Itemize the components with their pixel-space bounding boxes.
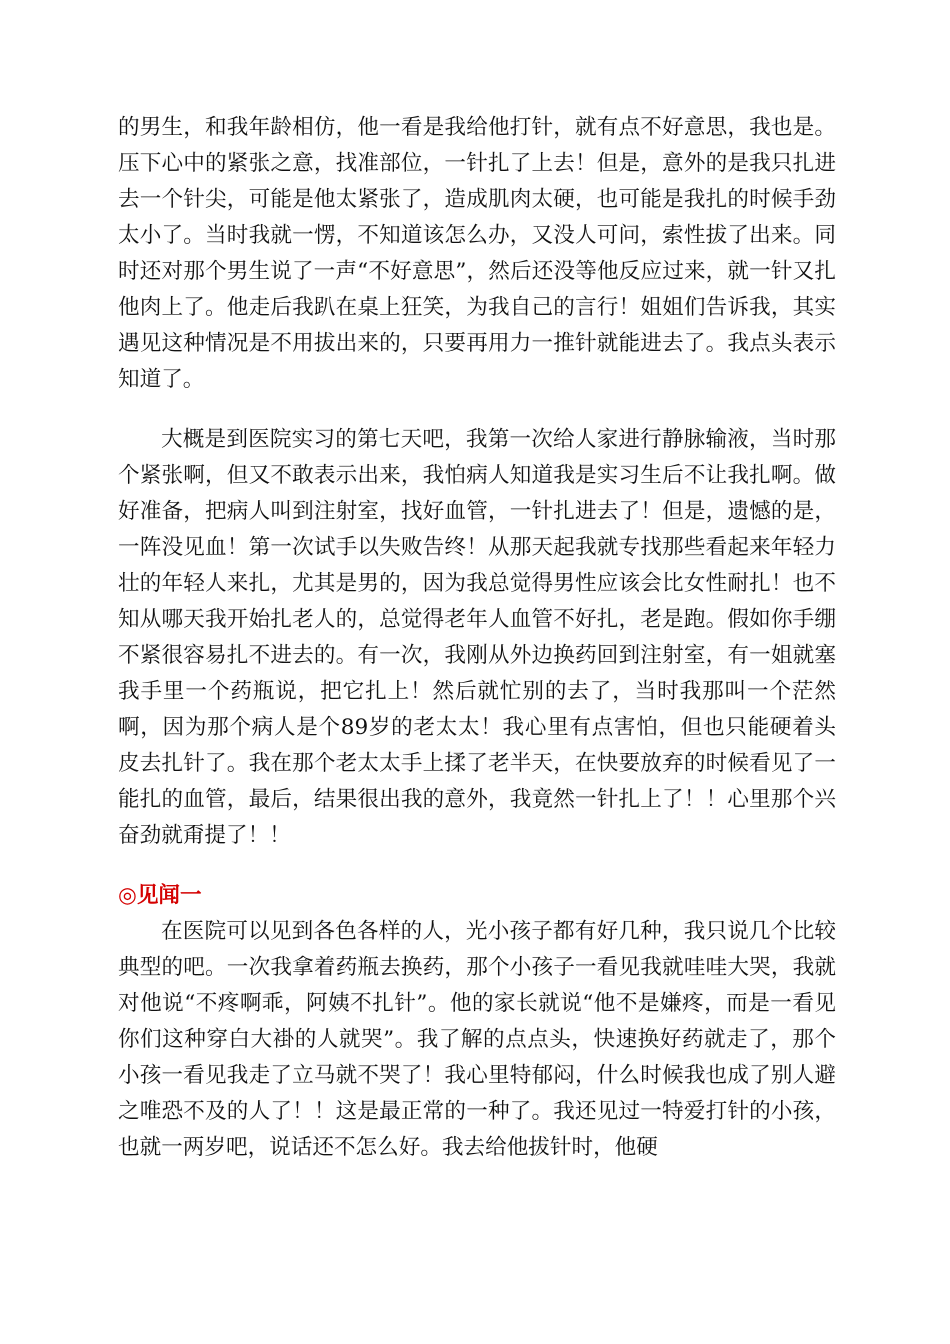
paragraph-observations: 在医院可以见到各色各样的人，光小孩子都有好几种，我只说几个比较典型的吧。一次我拿着药瓶去换药，那个小孩子一看见我就哇哇大哭，我就对他说“不疼啊乖，阿姨不扎针”。他的家长就说“他不是嫌疼，而是一看见你们这种穿白大褂的人就哭”。我了解的点点头，快速换好药就走了，那个小孩一看见我走了立马就不哭了！我心里特郁闷，什么时候我也成了别人避之唯恐不及的人了！！这是最正常的一种了。我还见过一特爱打针的小孩，也就一两岁吧，说话还不怎么好。我去给他拔针时，他硬 [118, 919, 836, 1160]
paragraph-gap [118, 398, 836, 422]
paragraph-first-infusion: 大概是到医院实习的第七天吧，我第一次给人家进行静脉输液，当时那个紧张啊，但又不敢表示出来，我怕病人知道我是实习生后不让我扎啊。做好准备，把病人叫到注射室，找好血管，一针扎进去了！但是，遗憾的是，一阵没见血！第一次试手以失败告终！从那天起我就专找那些看起来年轻力壮的年轻人来扎，尤其是男的，因为我总觉得男性应该会比女性耐扎！也不知从哪天我开始扎老人的，总觉得老年人血管不好扎，老是跑。假如你手绷不紧很容易扎不进去的。有一次，我刚从外边换药回到注射室，有一姐就塞我手里一个药瓶说，把它扎上！然后就忙别的去了，当时我那叫一个茫然啊，因为那个病人是个89岁的老太太！我心里有点害怕，但也只能硬着头皮去扎针了。我在那个老太太手上揉了老半天，在快要放弃的时候看见了一能扎的血管，最后，结果很出我的意外，我竟然一针扎上了！！心里那个兴奋劲就甭提了！！ [118, 427, 836, 848]
paragraph-continued: 的男生，和我年龄相仿，他一看是我给他打针，就有点不好意思，我也是。压下心中的紧张之意，找准部位，一针扎了上去！但是，意外的是我只扎进去一个针尖，可能是他太紧张了，造成肌肉太硬，也可能是我扎的时候手劲太小了。当时我就一愣，不知道该怎么办，又没人可问，索性拔了出来。同时还对那个男生说了一声“不好意思”，然后还没等他反应过来，就一针又扎他肉上了。他走后我趴在桌上狂笑，为我自己的言行！姐姐们告诉我，其实遇见这种情况是不用拔出来的，只要再用力一推针就能进去了。我点头表示知道了。 [118, 115, 836, 392]
paragraph-gap [118, 854, 836, 878]
section-heading: ◎见闻一 [118, 883, 202, 908]
document-body [118, 110, 836, 1166]
